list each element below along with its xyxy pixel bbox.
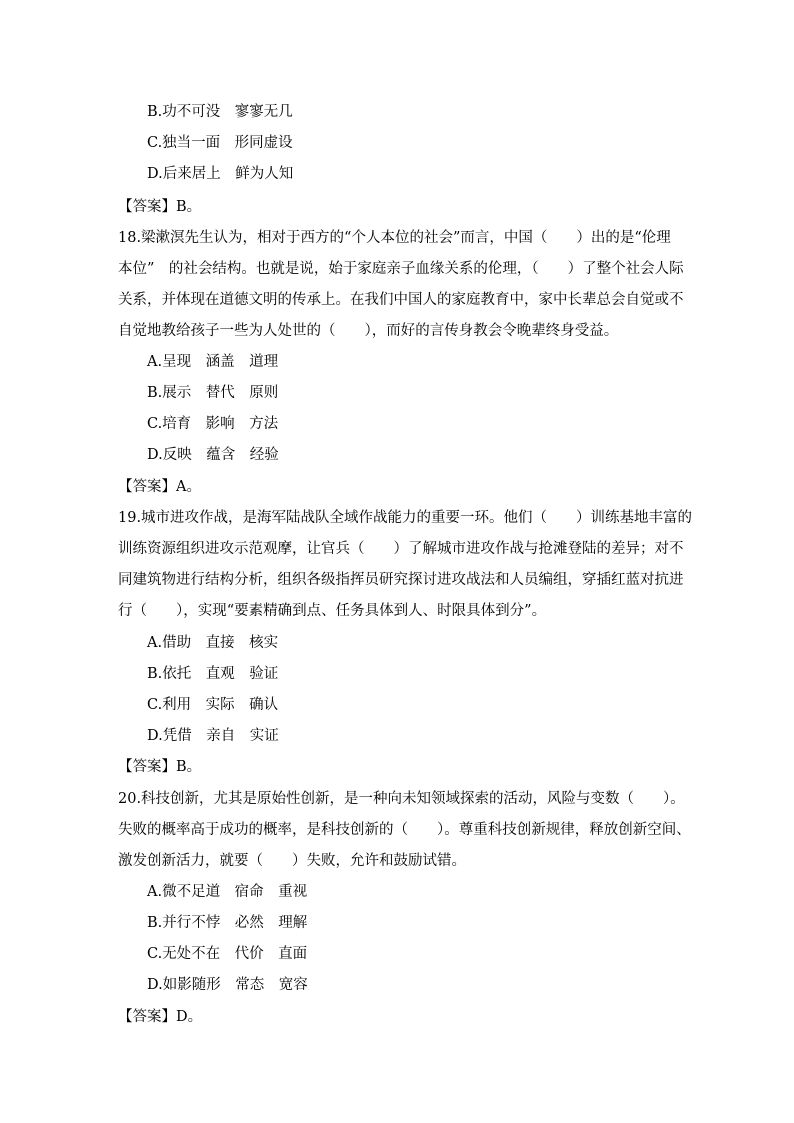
answer-line: 【答案】B。: [118, 199, 202, 215]
question-18-line: 18.梁漱溟先生认为，相对于西方的“个人本位的社会”而言，中国（ ）出的是“伦理: [118, 230, 671, 246]
answer-line: 【答案】A。: [118, 479, 201, 495]
option-b: B.依托 直观 验证: [147, 666, 279, 682]
question-19-line: 训练资源组织进攻示范观摩，让官兵（ ）了解城市进攻作战与抢滩登陆的差异；对不: [118, 541, 684, 557]
option-a: A.呈现 涵盖 道理: [147, 354, 279, 370]
question-19-line: 行（ ），实现“要素精确到点、任务具体到人、时限具体到分”。: [118, 603, 547, 619]
option-b: B.并行不悖 必然 理解: [147, 915, 308, 931]
option-d: D.凭借 亲自 实证: [147, 728, 279, 744]
question-18-line: 自觉地教给孩子一些为人处世的（ ），而好的言传身教会令晚辈终身受益。: [118, 323, 619, 339]
question-20-line: 失败的概率高于成功的概率，是科技创新的（ ）。尊重科技创新规律，释放创新空间、: [118, 822, 691, 838]
question-20-line: 20.科技创新，尤其是原始性创新，是一种向未知领域探索的活动，风险与变数（ ）。: [118, 791, 685, 807]
option-a: A.借助 直接 核实: [147, 635, 279, 651]
question-20-line: 激发创新活力，就要（ ）失败，允许和鼓励试错。: [118, 853, 466, 869]
question-18-line: 关系，并体现在道德文明的传承上。在我们中国人的家庭教育中，家中长辈总会自觉或不: [118, 292, 684, 308]
option-d: D.后来居上 鲜为人知: [147, 166, 294, 182]
option-b: B.展示 替代 原则: [147, 385, 279, 401]
answer-line: 【答案】D。: [118, 1009, 203, 1025]
answer-line: 【答案】B。: [118, 759, 202, 775]
option-c: C.独当一面 形同虚设: [147, 135, 293, 151]
question-19-line: 19.城市进攻作战，是海军陆战队全域作战能力的重要一环。他们（ ）训练基地丰富的: [118, 510, 693, 526]
option-c: C.培育 影响 方法: [147, 416, 279, 432]
option-d: D.如影随形 常态 宽容: [147, 977, 308, 993]
question-18-line: 本位” 的社会结构。也就是说，始于家庭亲子血缘关系的伦理，（ ）了整个社会人际: [118, 261, 684, 277]
option-c: C.利用 实际 确认: [147, 697, 279, 713]
option-a: A.微不足道 宿命 重视: [147, 884, 308, 900]
option-c: C.无处不在 代价 直面: [147, 946, 308, 962]
option-d: D.反映 蕴含 经验: [147, 447, 279, 463]
option-b: B.功不可没 寥寥无几: [147, 104, 293, 120]
question-19-line: 同建筑物进行结构分析，组织各级指挥员研究探讨进攻战法和人员编组，穿插红蓝对抗进: [118, 572, 684, 588]
